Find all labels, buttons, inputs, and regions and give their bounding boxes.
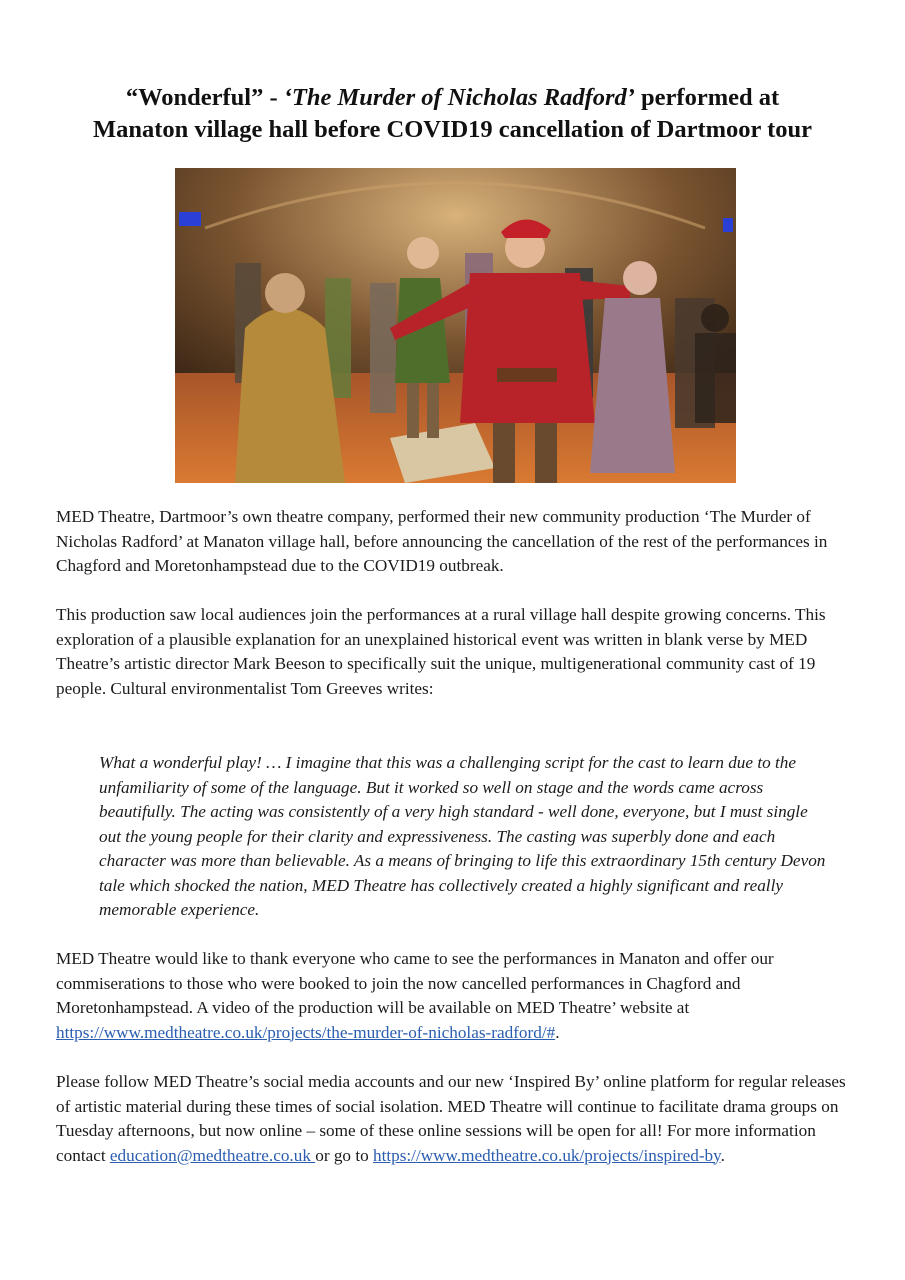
performance-photo-illustration xyxy=(175,168,736,483)
headline-quote-word: “Wonderful” - xyxy=(125,84,284,111)
performance-photo xyxy=(175,168,736,483)
headline-line-2: Manaton village hall before COVID19 cancellation of Dartmoor tour xyxy=(92,116,813,143)
paragraph-thanks xyxy=(56,947,856,1045)
paragraph-intro: MED Theatre, Dartmoor’s own theatre company, performed their new community production ‘The Murder of Nicholas Radford’ at Manaton village hall, before announcing the cancellation of the rest of the performances in Chagford and Moretonhampstead due to the COVID19 outbreak. xyxy=(56,507,828,575)
paragraph-thanks-end: . xyxy=(555,1022,560,1042)
paragraph-thanks-text: MED Theatre would like to thank everyone who came to see the performances in Manaton and offer our commiserations to those who were booked to join the now cancelled performances in Chagford and Moretonhampstead. A video of the production will be available on MED Theatre’ website at xyxy=(56,949,774,1017)
paragraph-follow-mid: or go to xyxy=(315,1145,373,1165)
inspired-by-link[interactable]: https://www.medtheatre.co.uk/projects/inspired-by xyxy=(372,1145,721,1165)
headline-line1-rest: performed at xyxy=(634,84,780,111)
blue-light-right xyxy=(723,218,733,232)
paragraph-follow-text: Please follow MED Theatre’s social media accounts and our new ‘Inspired By’ online platform for regular releases of artistic material during these times of social isolation. MED Theatre will continue to facilitate drama groups on Tuesday afternoons, but now online – some of these online sessions will be open for all! For more information contact xyxy=(56,1072,846,1165)
paragraph-follow xyxy=(56,1070,856,1168)
review-quote: What a wonderful play! … I imagine that this was a challenging script for the cast to learn due to the unfamiliarity of some of the language. But it worked so well on stage and the words came across beautifully. The acting was consistently of a very high standard - well done, everyone, but I must single out the young people for their clarity and expressiveness. The casting was superbly done and each character was more than believable. As a means of bringing to life this extraordinary 15th century Devon tale which shocked the nation, MED Theatre has collectively created a highly significant and really memorable experience. xyxy=(99,753,826,919)
headline xyxy=(40,82,865,146)
production-video-link[interactable]: https://www.medtheatre.co.uk/projects/the-murder-of-nicholas-radford/# xyxy=(56,1022,556,1042)
headline-play-title: ‘The Murder of Nicholas Radford’ xyxy=(283,84,635,111)
education-email-link[interactable]: education@medtheatre.co.uk xyxy=(109,1145,316,1165)
headline-line-1 xyxy=(40,82,865,114)
blue-light-left xyxy=(179,212,201,226)
paragraph-follow-end: . xyxy=(720,1145,725,1165)
paragraph-production: This production saw local audiences join the performances at a rural village hall despite growing concerns. This exploration of a plausible explanation for an unexplained historical event was written in blank verse by MED Theatre’s artistic director Mark Beeson to specifically suit the unique, multigenerational community cast of 19 people. Cultural environmentalist Tom Greeves writes: xyxy=(56,605,826,698)
